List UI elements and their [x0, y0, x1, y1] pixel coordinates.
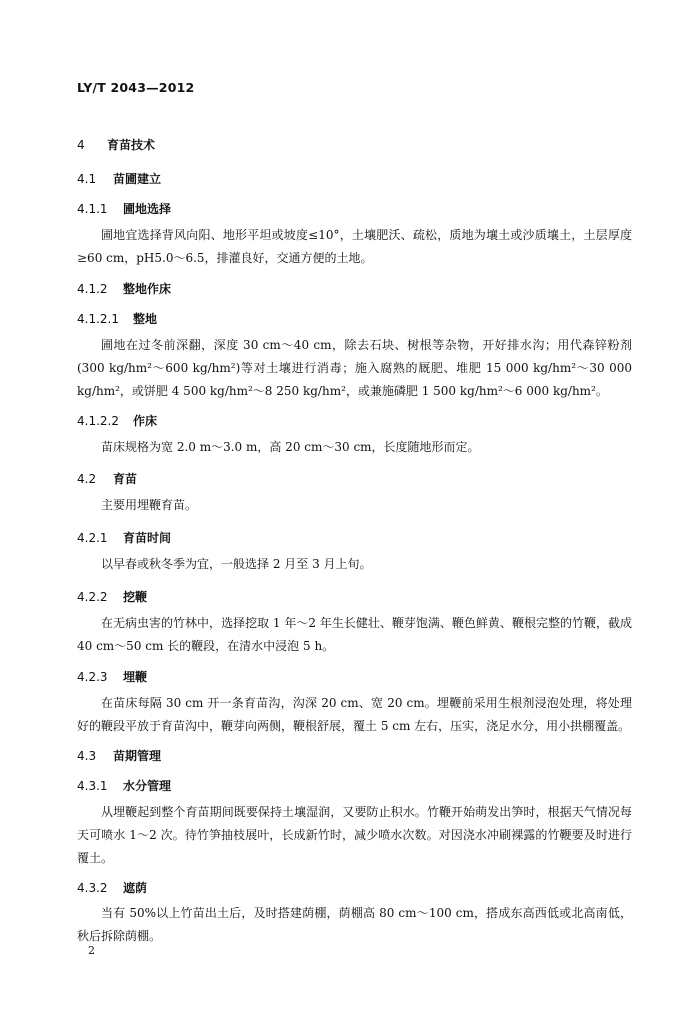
page-number: 2 — [88, 944, 95, 957]
section-heading — [77, 470, 137, 487]
standard-code-header: LY/T 2043—2012 — [77, 80, 195, 95]
section-heading — [77, 310, 157, 327]
paragraph: 圃地在过冬前深翻，深度 30 cm～40 cm，除去石块、树根等杂物，开好排水沟；用代森锌粉剂(300 kg/hm²～600 kg/hm²)等对土壤进行消毒；施入腐熟的厩肥、堆肥 15 000 kg/hm²～30 000 kg/hm²，或饼肥 4 500 kg/hm²～8 250 kg/hm²，或兼施磷肥 1 500 kg/hm²～6 000 kg/hm²。 — [77, 338, 632, 398]
section-number: 4.1.1 — [77, 202, 108, 216]
section-title: 遮荫 — [123, 881, 148, 895]
section-title: 苗期管理 — [113, 749, 162, 763]
section-title: 埋鞭 — [123, 670, 148, 684]
section-title: 整地 — [133, 312, 158, 326]
paragraph: 圃地宜选择背风向阳、地形平坦或坡度≤10°，土壤肥沃、疏松，质地为壤土或沙质壤土，土层厚度≥60 cm，pH5.0～6.5，排灌良好，交通方便的土地。 — [77, 228, 632, 265]
paragraph: 在苗床每隔 30 cm 开一条育苗沟，沟深 20 cm、宽 20 cm。埋鞭前采用生根剂浸泡处理，将处理好的鞭段平放于育苗沟中，鞭芽向两侧，鞭根舒展，覆土 5 cm 左右，压实，浇足水分，用小拱棚覆盖。 — [77, 696, 632, 733]
section-number: 4 — [77, 138, 85, 152]
section-number: 4.2.1 — [77, 531, 108, 545]
section-title: 作床 — [133, 414, 158, 428]
section-heading — [77, 668, 147, 685]
section-heading — [77, 200, 171, 217]
section-heading — [77, 280, 171, 297]
section-title: 苗圃建立 — [113, 172, 162, 186]
section-heading — [77, 529, 171, 546]
section-title: 水分管理 — [123, 779, 172, 793]
paragraph: 以早春或秋冬季为宜，一般选择 2 月至 3 月上旬。 — [101, 557, 372, 571]
section-heading — [77, 879, 147, 896]
paragraph: 主要用埋鞭育苗。 — [101, 498, 198, 512]
section-number: 4.3.2 — [77, 881, 108, 895]
section-heading — [77, 777, 171, 794]
section-number: 4.3 — [77, 749, 97, 763]
section-number: 4.1.2.1 — [77, 312, 119, 326]
section-number: 4.2.3 — [77, 670, 108, 684]
section-title: 育苗 — [113, 472, 138, 486]
section-number: 4.3.1 — [77, 779, 108, 793]
section-title: 整地作床 — [123, 282, 172, 296]
section-heading — [77, 170, 161, 187]
section-title: 育苗时间 — [123, 531, 172, 545]
section-heading — [77, 747, 161, 764]
section-title: 育苗技术 — [107, 138, 156, 152]
section-heading — [77, 412, 157, 429]
section-number: 4.2.2 — [77, 590, 108, 604]
section-title: 挖鞭 — [123, 590, 148, 604]
section-number: 4.1.2 — [77, 282, 108, 296]
paragraph: 在无病虫害的竹林中，选择挖取 1 年～2 年生长健壮、鞭芽饱满、鞭色鲜黄、鞭根完整的竹鞭，截成 40 cm～50 cm 长的鞭段，在清水中浸泡 5 h。 — [77, 616, 632, 653]
section-number: 4.1 — [77, 172, 97, 186]
section-heading — [77, 588, 147, 605]
section-heading — [77, 136, 155, 153]
paragraph: 从埋鞭起到整个育苗期间既要保持土壤湿润，又要防止积水。竹鞭开始萌发出笋时，根据天气情况每天可喷水 1～2 次。待竹笋抽枝展叶，长成新竹时，减少喷水次数。对因浇水冲刷裸露的竹鞭要及时进行覆土。 — [77, 805, 632, 865]
section-number: 4.1.2.2 — [77, 414, 119, 428]
paragraph: 当有 50%以上竹苗出土后，及时搭建荫棚，荫棚高 80 cm～100 cm，搭成东高西低或北高南低，秋后拆除荫棚。 — [77, 906, 632, 943]
section-number: 4.2 — [77, 472, 97, 486]
section-title: 圃地选择 — [123, 202, 172, 216]
paragraph: 苗床规格为宽 2.0 m～3.0 m，高 20 cm～30 cm，长度随地形而定。 — [101, 440, 480, 454]
